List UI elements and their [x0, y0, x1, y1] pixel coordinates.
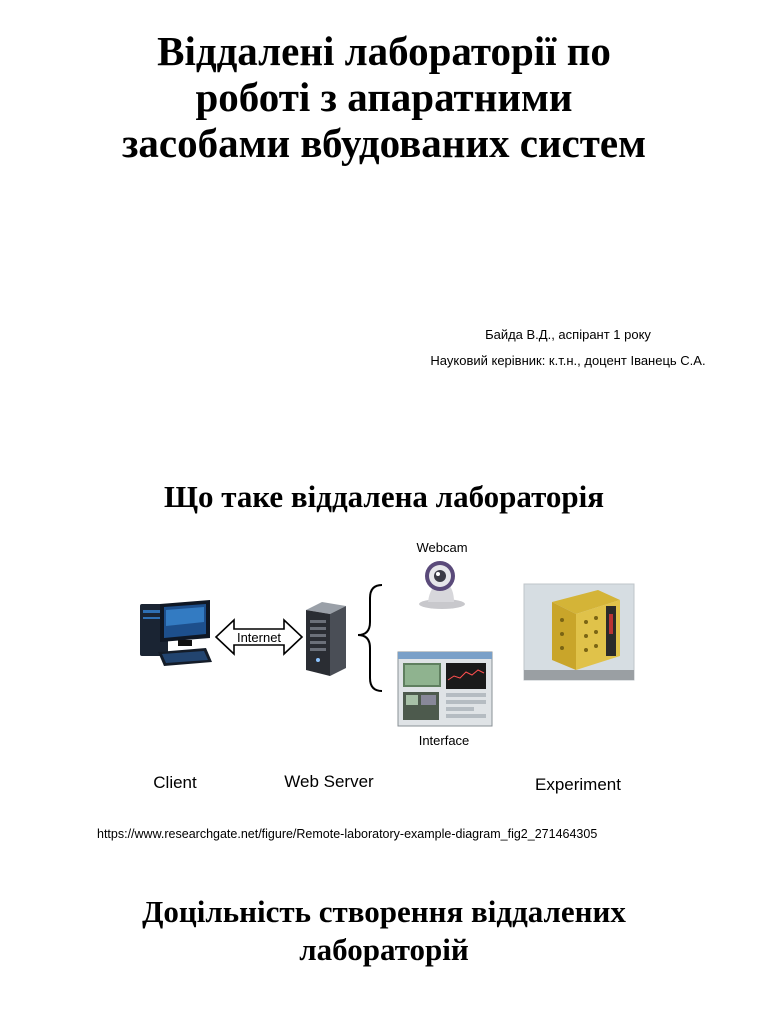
server-tower-icon [306, 602, 346, 676]
experiment-photo-icon [524, 584, 634, 680]
webcam-icon [419, 561, 465, 609]
internet-label: Internet [236, 630, 282, 645]
remote-lab-diagram [120, 530, 660, 810]
title-line-3: засобами вбудованих систем [121, 120, 647, 166]
webcam-label: Webcam [416, 540, 468, 555]
web-server-label: Web Server [284, 772, 374, 791]
interface-label: Interface [418, 733, 470, 748]
title-line-1: Віддалені лабораторії по [157, 28, 611, 74]
page-title [60, 28, 708, 166]
source-link[interactable]: https://www.researchgate.net/figure/Remote-laboratory-example-diagram_fig2_271464305 [97, 827, 598, 841]
supervisor-info: Науковий керівник: к.т.н., доцент Іванець С.А. [430, 353, 706, 368]
section2-line-2: лабораторій [299, 932, 469, 967]
interface-screenshot-icon [398, 652, 492, 726]
section2-line-1: Доцільність створення віддалених [142, 894, 626, 929]
section-heading-what-is: Що таке віддалена лабораторія [163, 479, 605, 514]
experiment-label: Experiment [535, 775, 621, 794]
client-label: Client [153, 773, 197, 792]
title-line-2: роботі з апаратними [195, 74, 573, 120]
grouping-brace [358, 585, 382, 691]
section-heading-feasibility [60, 893, 708, 969]
author-info: Байда В.Д., аспірант 1 року [485, 327, 651, 342]
desktop-computer-icon [140, 600, 212, 666]
